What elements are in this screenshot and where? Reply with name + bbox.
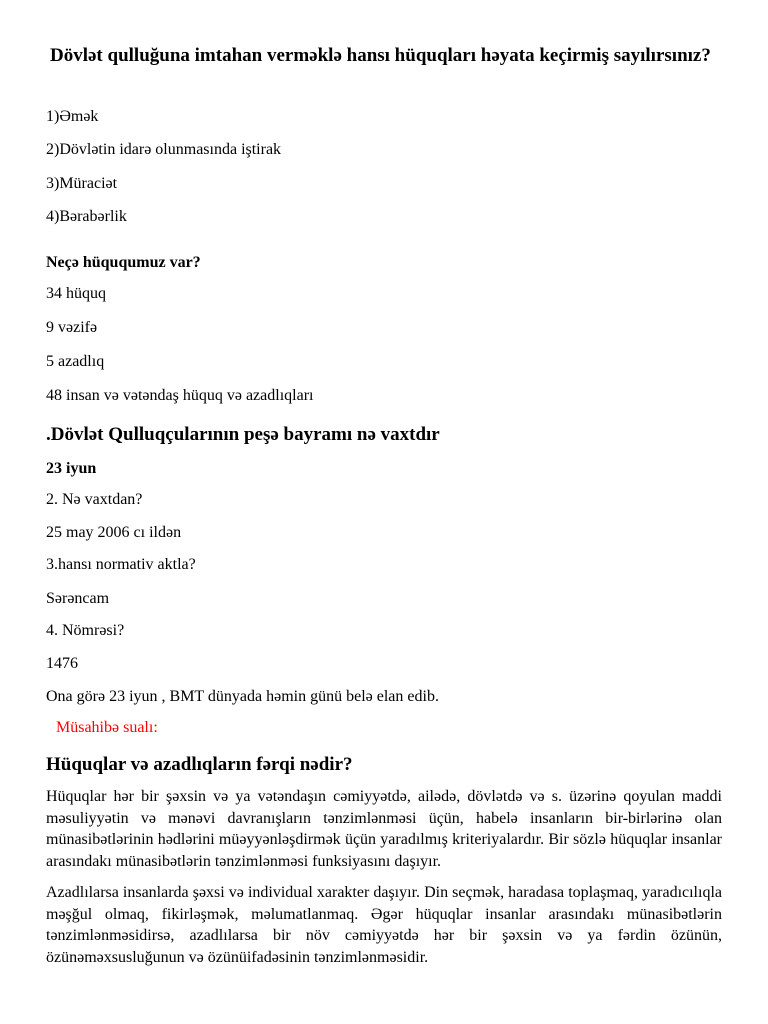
question-number: 4. Nömrəsi? (46, 622, 125, 639)
answer-item: 1)Əmək (46, 108, 99, 125)
answer-item: 3)Müraciət (46, 175, 118, 192)
answer-item: 9 vəzifə (46, 319, 98, 336)
answer-item: 5 azadlıq (46, 353, 105, 370)
interview-question: Hüquqlar və azadlıqların fərqi nədir? (46, 754, 353, 775)
question-rights-count: Neçə hüququmuz var? (46, 254, 201, 271)
answer-normative-act: Sərəncam (46, 590, 110, 607)
answer-item: 2)Dövlətin idarə olunmasında iştirak (46, 141, 282, 158)
question-holiday: .Dövlət Qulluqçularının peşə bayramı nə vaxtdır (46, 424, 440, 445)
interview-label: Müsahibə sualı: (56, 719, 158, 736)
question-normative-act: 3.hansı normativ aktla? (46, 556, 196, 573)
answer-since-when: 25 may 2006 cı ildən (46, 524, 182, 541)
answer-holiday-date: 23 iyun (46, 460, 97, 477)
answer-number: 1476 (46, 655, 78, 672)
paragraph-rights: Hüquqlar hər bir şəxsin və ya vətəndaşın cəmiyyətdə, ailədə, dövlətdə və s. üzərinə qoyulan maddi məsuliyyətin və mənəvi davranışların tənzimlənməsi üçün, habelə insanların bir-birlərinə olan münasibətlərinin hədlərini müəyyənləşdirmək üçün yaradılmış kriteriyalardır. Bir sözlə hüquqlar insanlar arasındakı münasibətlərin tənzimlənməsi funksiyasını daşıyır. (46, 788, 722, 870)
answer-item: 48 insan və vətəndaş hüquq və azadlıqları (46, 387, 314, 404)
answer-item: 34 hüquq (46, 285, 106, 302)
answer-item: 4)Bərabərlik (46, 208, 127, 225)
question-civil-service-rights: Dövlət qulluğuna imtahan verməklə hansı hüquqları həyata keçirmiş sayılırsınız? (50, 45, 711, 66)
holiday-note: Ona görə 23 iyun , BMT dünyada həmin günü belə elan edib. (46, 688, 439, 705)
question-since-when: 2. Nə vaxtdan? (46, 491, 143, 508)
paragraph-freedoms: Azadlılarsa insanlarda şəxsi və individual xarakter daşıyır. Din seçmək, haradasa toplaşmaq, yaradıcılıqla məşğul olmaq, fikirləşmək, məlumatlanmaq. Əgər hüquqlar insanlar arasındakı münasibətlərin tənzimlənməsidirsə, azadlılarsa bir növ cəmiyyətdə hər bir şəxsin və ya fərdin özünün, özünəməxsusluğunun və özünüifadəsinin tənzimlənməsidir. (46, 884, 722, 966)
